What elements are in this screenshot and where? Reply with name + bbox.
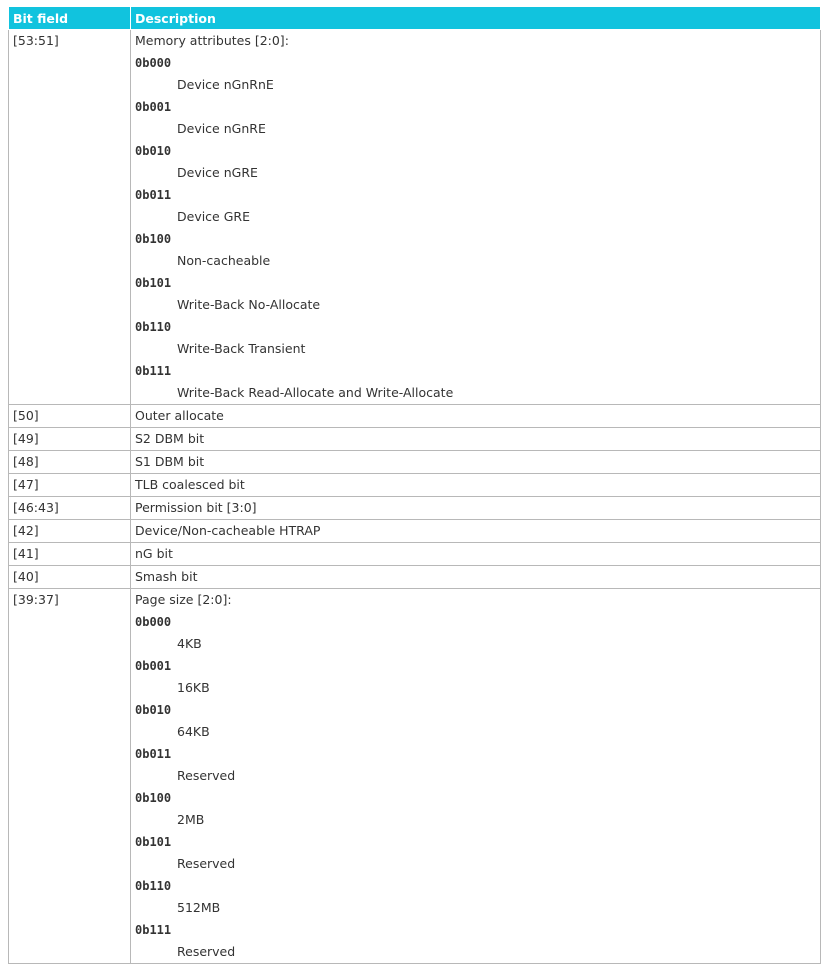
table-row	[9, 405, 821, 428]
encoding-code: 0b101	[135, 835, 172, 849]
header-bit-field: Bit field	[9, 7, 131, 30]
description-cell: S2 DBM bit	[131, 428, 821, 451]
encoding-meaning: 16KB	[177, 680, 210, 695]
description-cell: nG bit	[131, 543, 821, 566]
encoding-meaning: Write-Back Read-Allocate and Write-Allocate	[177, 385, 454, 400]
encoding-code: 0b001	[135, 659, 172, 673]
table-row	[9, 566, 821, 589]
header-description: Description	[131, 7, 821, 30]
table-header-row	[9, 7, 821, 30]
table-body	[9, 30, 821, 964]
table-row	[9, 474, 821, 497]
table-row	[9, 497, 821, 520]
description-cell: Smash bit	[131, 566, 821, 589]
encoding-meaning: 64KB	[177, 724, 210, 739]
encoding-meaning: Reserved	[177, 856, 236, 871]
description-cell	[131, 30, 821, 405]
encoding-meaning: Write-Back Transient	[177, 341, 306, 356]
table-row	[9, 520, 821, 543]
description-cell: TLB coalesced bit	[131, 474, 821, 497]
encoding-code: 0b111	[135, 923, 172, 937]
bit-field-cell: [42]	[9, 520, 131, 543]
encoding-meaning: Device nGnRnE	[177, 77, 274, 92]
encoding-meaning: 512MB	[177, 900, 221, 915]
bit-field-cell: [46:43]	[9, 497, 131, 520]
encoding-meaning: Device nGRE	[177, 165, 258, 180]
bit-field-cell: [49]	[9, 428, 131, 451]
encoding-code: 0b000	[135, 615, 172, 629]
table-row	[9, 428, 821, 451]
bit-field-table	[8, 6, 821, 964]
bit-field-cell: [47]	[9, 474, 131, 497]
encoding-meaning: 2MB	[177, 812, 205, 827]
description-cell: Outer allocate	[131, 405, 821, 428]
bit-field-cell: [40]	[9, 566, 131, 589]
bit-field-cell: [41]	[9, 543, 131, 566]
encoding-code: 0b101	[135, 276, 172, 290]
bit-field-cell: [53:51]	[9, 30, 131, 405]
table-row	[9, 589, 821, 964]
description-cell: Permission bit [3:0]	[131, 497, 821, 520]
encoding-code: 0b011	[135, 747, 172, 761]
description-text: Memory attributes [2:0]:	[135, 33, 289, 48]
table-row	[9, 543, 821, 566]
table-row	[9, 30, 821, 405]
bit-field-cell: [39:37]	[9, 589, 131, 964]
table-row	[9, 451, 821, 474]
encoding-meaning: Device GRE	[177, 209, 250, 224]
encoding-code: 0b000	[135, 56, 172, 70]
encoding-code: 0b010	[135, 144, 172, 158]
encoding-meaning: Device nGnRE	[177, 121, 266, 136]
encoding-code: 0b010	[135, 703, 172, 717]
bit-field-cell: [50]	[9, 405, 131, 428]
encoding-meaning: Non-cacheable	[177, 253, 271, 268]
encoding-code: 0b110	[135, 320, 172, 334]
bit-field-cell: [48]	[9, 451, 131, 474]
encoding-code: 0b110	[135, 879, 172, 893]
encoding-code: 0b100	[135, 232, 172, 246]
description-cell	[131, 589, 821, 964]
description-cell: Device/Non-cacheable HTRAP	[131, 520, 821, 543]
encoding-meaning: Reserved	[177, 944, 236, 959]
description-text: Page size [2:0]:	[135, 592, 232, 607]
encoding-code: 0b100	[135, 791, 172, 805]
encoding-code: 0b001	[135, 100, 172, 114]
encoding-meaning: Reserved	[177, 768, 236, 783]
encoding-code: 0b011	[135, 188, 172, 202]
encoding-meaning: 4KB	[177, 636, 202, 651]
encoding-code: 0b111	[135, 364, 172, 378]
encoding-meaning: Write-Back No-Allocate	[177, 297, 321, 312]
description-cell: S1 DBM bit	[131, 451, 821, 474]
